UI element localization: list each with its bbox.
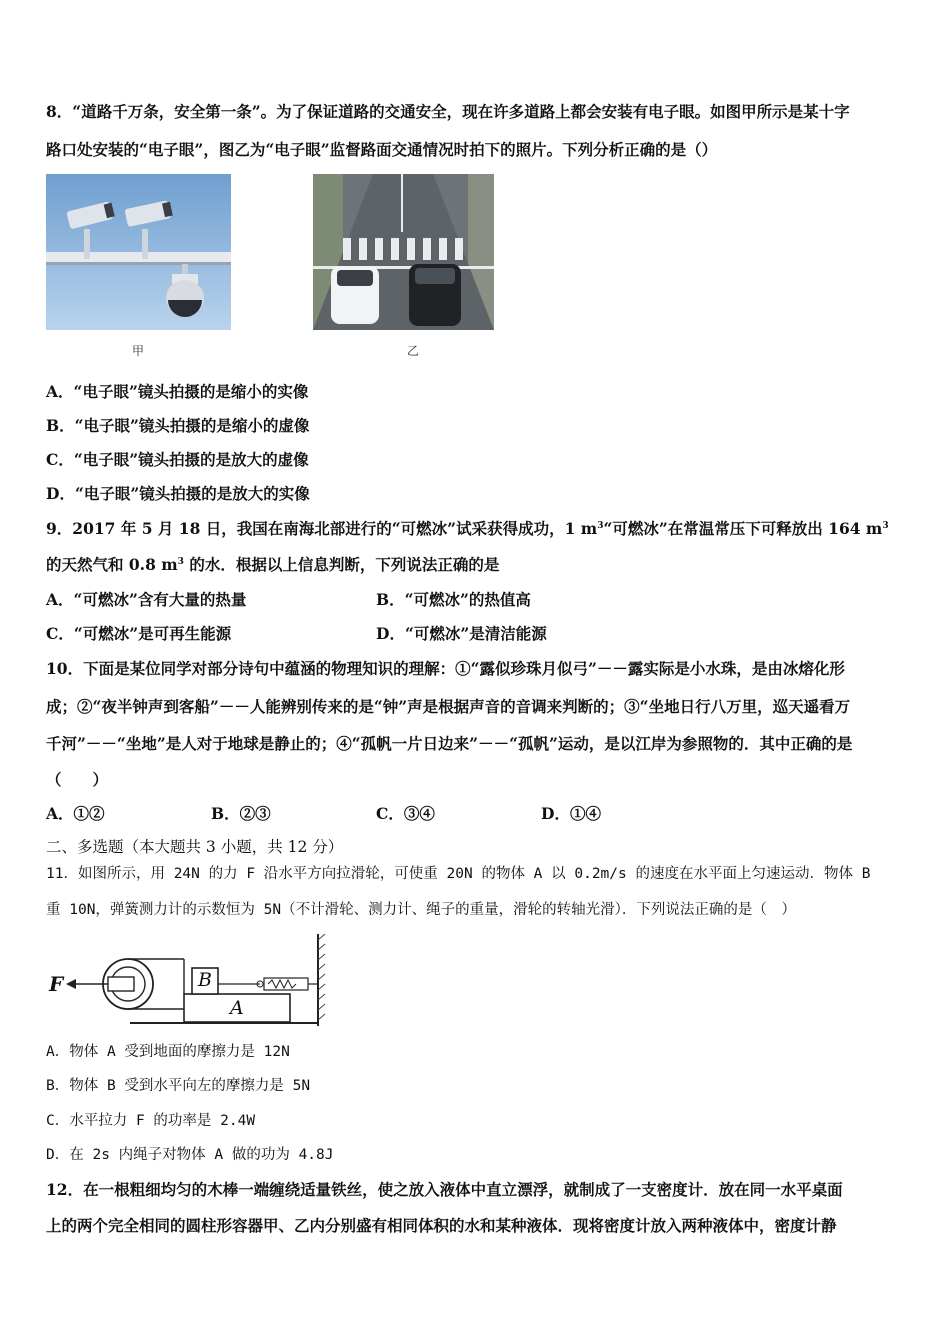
q9-option-d: D．“可燃冰”是清洁能源 [376,624,547,643]
q9-stem-line1: 9．2017 年 5 月 18 日，我国在南海北部进行的“可燃冰”试采获得成功，1 $m^3“$可燃冰”在常温常压下可释放出 164 $m^3$ [46,519,889,538]
q10-option-d: D．①④ [541,804,601,823]
q8-caption-jia: 甲 [132,344,145,358]
q11-figure-label-f: F [49,972,64,996]
q11-figure-pulley-diagram [46,934,326,1030]
q10-stem-line3: 千河”－－“坐地”是人对于地球是静止的；④“孤帆一片日边来”－－“孤帆”运动，是以江岸为参照物的．其中正确的是 [46,734,853,753]
q8-option-a: A．“电子眼”镜头拍摄的是缩小的实像 [46,382,309,401]
q9-option-a: A．“可燃冰”含有大量的热量 [46,590,247,609]
q11-figure-label-b: B [198,969,212,991]
q11-stem-line1: 11．如图所示，用 24N 的力 F 沿水平方向拉滑轮，可使重 20N 的物体 A 以 0.2m/s 的速度在水平面上匀速运动．物体 B [46,866,871,882]
q8-figure-road-photo [313,174,494,330]
q11-stem-line2: 重 10N，弹簧测力计的示数恒为 5N（不计滑轮、测力计、绳子的重量，滑轮的转轴光滑）．下列说法正确的是（ ） [46,902,796,918]
q9-option-c: C．“可燃冰”是可再生能源 [46,624,232,643]
q10-stem-line1: 10．下面是某位同学对部分诗句中蕴涵的物理知识的理解：①“露似珍珠月似弓”－－露实际是小水珠，是由冰熔化形 [46,659,845,678]
section-heading-multiple-choice: 二、多选题（本大题共 3 小题，共 12 分） [46,838,344,856]
q11-option-a: A．物体 A 受到地面的摩擦力是 12N [46,1044,290,1060]
q8-option-b: B．“电子眼”镜头拍摄的是缩小的虚像 [46,416,310,435]
q12-stem-line1: 12．在一根粗细均匀的木棒一端缠绕适量铁丝，使之放入液体中直立漂浮，就制成了一支密度计．放在同一水平桌面 [46,1180,843,1199]
q8-stem-line2: 路口处安装的“电子眼”，图乙为“电子眼”监督路面交通情况时拍下的照片。下列分析正确的是（） [46,140,718,159]
q8-stem-line1: 8．“道路千万条，安全第一条”。为了保证道路的交通安全，现在许多道路上都会安装有电子眼。如图甲所示是某十字 [46,102,850,121]
q8-figure-camera-photo [46,174,231,330]
q10-option-a: A．①② [46,804,105,823]
q11-option-b: B．物体 B 受到水平向左的摩擦力是 5N [46,1078,311,1094]
q9-stem-line2: 的天然气和 0.8 $m^3$ 的水．根据以上信息判断，下列说法正确的是 [46,555,500,574]
q9-option-b: B．“可燃冰”的热值高 [376,590,531,609]
q8-caption-yi: 乙 [407,344,420,358]
q11-figure-label-a: A [230,997,244,1019]
q10-option-c: C．③④ [376,804,435,823]
q12-stem-line2: 上的两个完全相同的圆柱形容器甲、乙内分别盛有相同体积的水和某种液体．现将密度计放入两种液体中，密度计静 [46,1216,837,1235]
q11-option-c: C．水平拉力 F 的功率是 2.4W [46,1113,256,1129]
q8-option-d: D．“电子眼”镜头拍摄的是放大的实像 [46,484,310,503]
q10-stem-line2: 成；②“夜半钟声到客船”－－人能辨别传来的是“钟”声是根据声音的音调来判断的；③“坐地日行八万里，巡天遥看万 [46,697,851,716]
q11-option-d: D．在 2s 内绳子对物体 A 做的功为 4.8J [46,1147,334,1163]
q10-stem-line4: （ ） [46,770,109,789]
q10-option-b: B．②③ [211,804,271,823]
q8-option-c: C．“电子眼”镜头拍摄的是放大的虚像 [46,450,309,469]
